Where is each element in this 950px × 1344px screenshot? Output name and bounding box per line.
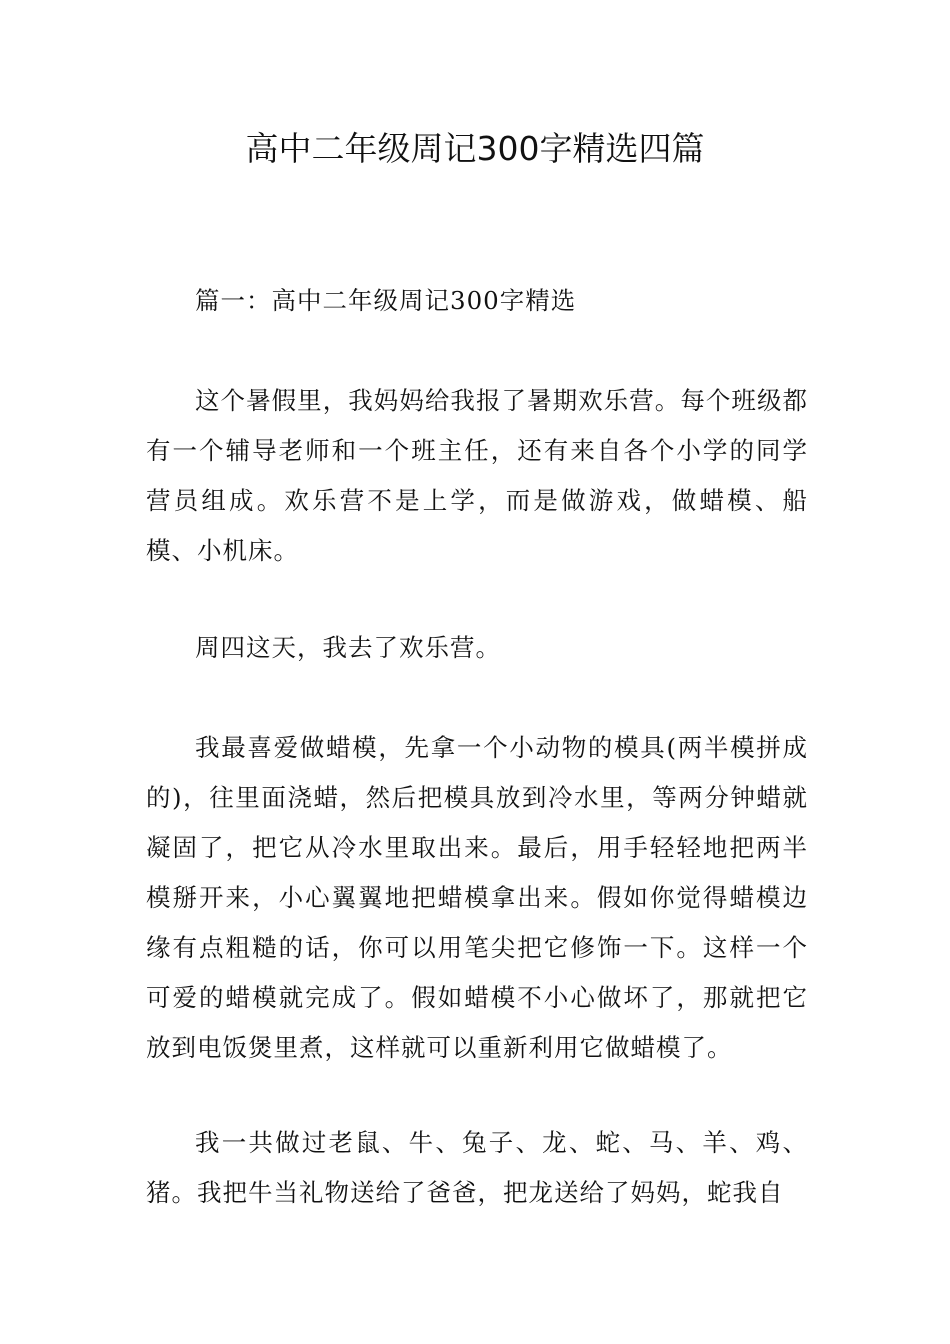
section-heading: 篇一：高中二年级周记300字精选 bbox=[195, 286, 577, 315]
paragraph: 周四这天，我去了欢乐营。 bbox=[195, 633, 501, 662]
paragraph: 这个暑假里，我妈妈给我报了暑期欢乐营。每个班级都有一个辅导老师和一个班主任，还有来自各个小学的同学营员组成。欢乐营不是上学，而是做游戏，做蜡模、船模、小机床。 bbox=[146, 386, 808, 565]
document-title: 高中二年级周记300字精选四篇 bbox=[245, 129, 705, 168]
paragraph: 我一共做过老鼠、牛、兔子、龙、蛇、马、羊、鸡、猪。我把牛当礼物送给了爸爸，把龙送给了妈妈，蛇我自 bbox=[146, 1128, 808, 1207]
paragraph: 我最喜爱做蜡模，先拿一个小动物的模具(两半模拼成的)，往里面浇蜡，然后把模具放到冷水里，等两分钟蜡就凝固了，把它从冷水里取出来。最后，用手轻轻地把两半模掰开来，小心翼翼地把蜡模拿出来。假如你觉得蜡模边缘有点粗糙的话，你可以用笔尖把它修饰一下。这样一个可爱的蜡模就完成了。假如蜡模不小心做坏了，那就把它放到电饭煲里煮，这样就可以重新利用它做蜡模了。 bbox=[146, 733, 808, 1062]
